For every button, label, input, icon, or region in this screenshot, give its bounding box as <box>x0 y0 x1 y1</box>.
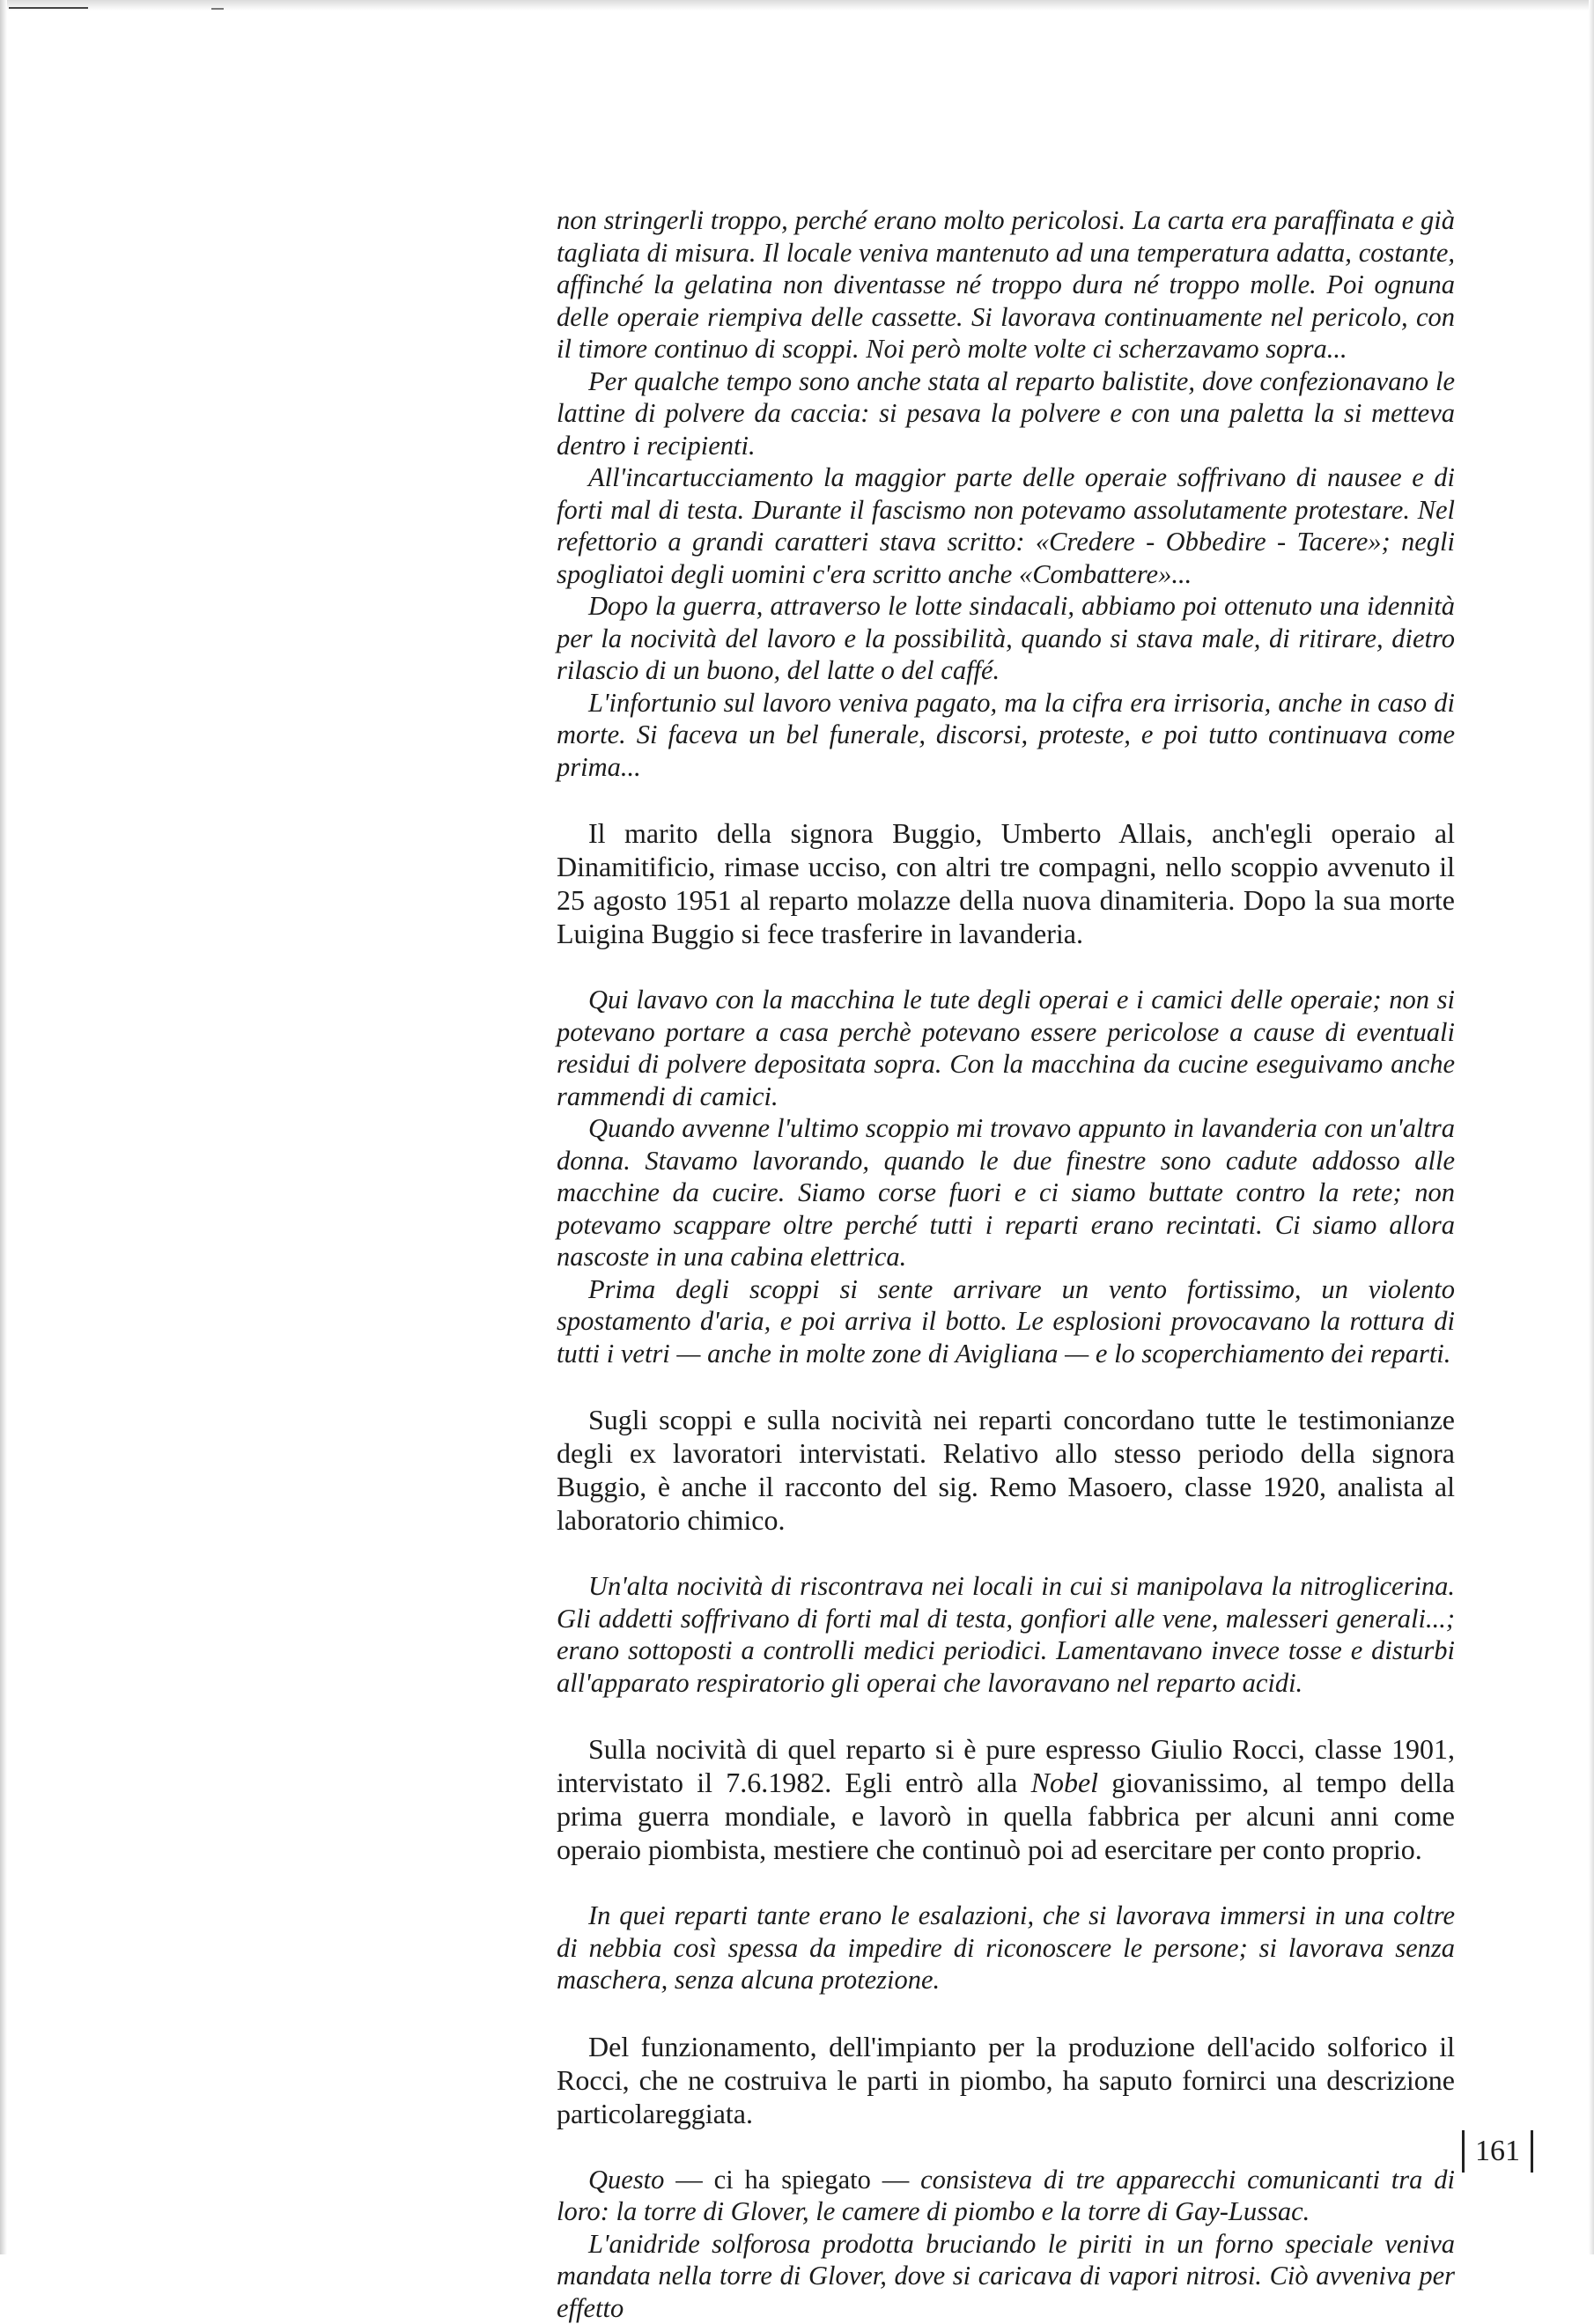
paragraph-4: Dopo la guerra, attraverso le lotte sindacali, abbiamo poi ottenuto una idennità per la nocività del lavoro e la possibilità, quando si stava male, di ritirare, dietro rilascio di un buono, del latte o del caffé. <box>557 590 1455 687</box>
page-number-bar-right <box>1531 2130 1533 2173</box>
scan-corner-mark <box>9 7 88 9</box>
paragraph-1: non stringerli troppo, perché erano molto pericolosi. La carta era paraffinata e già tagliata di misura. Il locale veniva mantenuto ad una temperatura adatta, costante, affinché la gelatina non diventasse né troppo dura né troppo molle. Poi ognuna delle operaie riempiva delle cassette. Si lavorava continuamente nel pericolo, con il timore continuo di scoppi. Noi però molte volte ci scherzavamo sopra... <box>557 204 1455 365</box>
scan-edge-left <box>0 0 7 2254</box>
paragraph-2: Per qualche tempo sono anche stata al reparto balistite, dove confezionavano le lattine di polvere da caccia: si pesava la polvere e con una paletta la si metteva dentro i recipienti. <box>557 365 1455 462</box>
paragraph-15-part-3: consisteva di tre apparecchi comunicanti tra di loro: la torre di Glover, le camere di piombo e la torre di Gay-Lussac. <box>557 2165 1455 2227</box>
page-number: 161 <box>1465 2130 1531 2173</box>
paragraph-15-part-1: Questo <box>588 2165 664 2195</box>
scan-edge-top <box>0 0 1594 11</box>
text-column <box>557 204 1455 2324</box>
scan-corner-mark <box>211 8 224 10</box>
paragraph-6: Il marito della signora Buggio, Umberto Allais, anch'egli operaio al Dinamitificio, rimase ucciso, con altri tre compagni, nello scoppio avvenuto il 25 agosto 1951 al reparto molazze della nuova dinamiteria. Dopo la sua morte Luigina Buggio si fece trasferire in lavanderia. <box>557 816 1455 950</box>
paragraph-7: Qui lavavo con la macchina le tute degli operai e i camici delle operaie; non si potevano portare a casa perchè potevano essere pericolose a cause di eventuali residui di polvere depositata sopra. Con la macchina da cucine eseguivamo anche rammendi di camici. <box>557 984 1455 1112</box>
paragraph-13: In quei reparti tante erano le esalazioni, che si lavorava immersi in una coltre di nebbia così spessa da impedire di riconoscere le persone; si lavorava senza maschera, senza alcuna protezione. <box>557 1900 1455 1996</box>
paragraph-10: Sugli scoppi e sulla nocività nei reparti concordano tutte le testimonianze degli ex lavoratori intervistati. Relativo allo stesso periodo della signora Buggio, è anche il racconto del sig. Remo Masoero, classe 1920, analista al laboratorio chimico. <box>557 1403 1455 1537</box>
paragraph-16: L'anidride solforosa prodotta bruciando le piriti in un forno speciale veniva mandata nella torre di Glover, dove si caricava di vapori nitrosi. Ciò avveniva per effetto <box>557 2228 1455 2324</box>
page-number-box <box>1462 2127 1533 2176</box>
scan-edge-right <box>1589 0 1594 2254</box>
paragraph-3: All'incartucciamento la maggior parte delle operaie soffrivano di nausee e di forti mal di testa. Durante il fascismo non potevamo assolutamente protestare. Nel refettorio a grandi caratteri stava scritto: «Credere - Obbedire - Tacere»; negli spogliatoi degli uomini c'era scritto anche «Combattere»... <box>557 461 1455 590</box>
paragraph-5: L'infortunio sul lavoro veniva pagato, ma la cifra era irrisoria, anche in caso di morte. Si faceva un bel funerale, discorsi, proteste, e poi tutto continuava come prima... <box>557 687 1455 784</box>
paragraph-15 <box>557 2164 1455 2228</box>
paragraph-12-part-1: Sulla nocività di quel reparto si è pure espresso Giulio Rocci, classe 1901, intervistato il 7.6.1982. Egli entrò alla <box>557 1733 1455 1798</box>
paragraph-12 <box>557 1732 1455 1866</box>
paragraph-11: Un'alta nocività di riscontrava nei locali in cui si manipolava la nitroglicerina. Gli addetti soffrivano di forti mal di testa, gonfiori alle vene, malesseri generali...; erano sottoposti a controlli medici periodici. Lamentavano invece tosse e disturbi all'apparato respiratorio gli operai che lavoravano nel reparto acidi. <box>557 1570 1455 1699</box>
paragraph-14: Del funzionamento, dell'impianto per la produzione dell'acido solforico il Rocci, che ne costruiva le parti in piombo, ha saputo fornirci una descrizione particolareggiata. <box>557 2030 1455 2130</box>
paragraph-8: Quando avvenne l'ultimo scoppio mi trovavo appunto in lavanderia con un'altra donna. Stavamo lavorando, quando le due finestre sono cadute addosso alle macchine da cucire. Siamo corse fuori e ci siamo buttate contro la rete; non potevamo scappare oltre perché tutti i reparti erano recintati. Ci siamo allora nascoste in una cabina elettrica. <box>557 1112 1455 1273</box>
paragraph-12-part-3: giovanissimo, al tempo della prima guerra mondiale, e lavorò in quella fabbrica per alcuni anni come operaio piombista, mestiere che continuò poi ad esercitare per conto proprio. <box>557 1767 1455 1865</box>
paragraph-9: Prima degli scoppi si sente arrivare un vento fortissimo, un violento spostamento d'aria, e poi arriva il botto. Le esplosioni provocavano la rottura di tutti i vetri — anche in molte zone di Avigliana — e lo scoperchiamento dei reparti. <box>557 1273 1455 1370</box>
paragraph-15-aside: — ci ha spiegato — <box>664 2165 920 2195</box>
paragraph-12-nobel: Nobel <box>1031 1767 1098 1798</box>
